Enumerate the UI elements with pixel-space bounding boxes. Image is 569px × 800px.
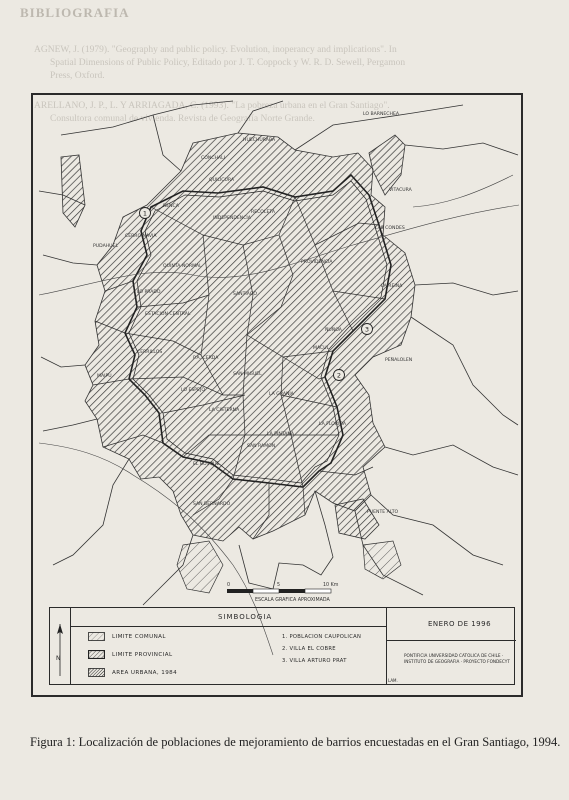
label-lo-espejo: LO ESPEJO — [181, 388, 205, 393]
label-el-bosque: EL BOSQUE — [193, 462, 220, 467]
label-santiago: SANTIAGO — [233, 292, 257, 297]
label-renca: RENCA — [163, 204, 179, 209]
label-conchali: CONCHALI — [201, 156, 225, 161]
label-maipu: MAIPU — [97, 374, 112, 379]
label-la-florida: LA FLORIDA — [319, 422, 347, 427]
scale-tick-0: 0 — [227, 583, 231, 588]
scale-bar — [227, 582, 339, 603]
ghost-line: Spatial Dimensions of Public Policy, Editado por J. T. Coppock y W. R. D. Sewell, Pergamon — [50, 58, 406, 68]
label-cerrillos: CERRILLOS — [137, 350, 163, 355]
poblacion-item-1: 1. POBLACION CAUPOLICAN — [282, 634, 362, 640]
legend-swatch-dense — [88, 668, 105, 677]
marker-3 — [362, 324, 373, 335]
urban-area-west — [61, 155, 85, 227]
label-la-cisterna: LA CISTERNA — [209, 408, 240, 413]
svg-text:1: 1 — [142, 209, 148, 218]
north-arrow-icon — [55, 622, 65, 678]
legend — [49, 607, 515, 685]
label-la-granja: LA GRANJA — [269, 392, 294, 397]
label-pudahuel: PUDAHUEL — [93, 244, 119, 249]
label-quilicura: QUILICURA — [209, 178, 234, 183]
urban-area-san-bernardo — [177, 541, 223, 593]
svg-text:3: 3 — [364, 325, 370, 334]
poblacion-item-3: 3. VILLA ARTURO PRAT — [282, 658, 347, 664]
label-pedro-aguirre-cerda: P.A. CERDA — [193, 356, 219, 361]
legend-institution: PONTIFICIA UNIVERSIDAD CATOLICA DE CHILE · INSTITUTO DE GEOGRAFIA · PROYECTO FONDECYT — [404, 653, 510, 664]
label-puente-alto: PUENTE ALTO — [367, 510, 399, 515]
label-cerro-navia: CERRO NAVIA — [125, 234, 157, 239]
label-independencia: INDEPENDENCIA — [213, 216, 251, 221]
label-san-miguel: SAN MIGUEL — [233, 372, 262, 377]
legend-swatch-light — [88, 632, 105, 641]
label-estacion-central: ESTACION CENTRAL — [145, 312, 191, 317]
label-recoleta: RECOLETA — [251, 210, 275, 215]
map-canvas — [33, 95, 521, 695]
label-lo-prado: LO PRADO — [137, 290, 161, 295]
svg-text:N: N — [56, 655, 61, 662]
scale-caption: ESCALA GRAFICA APROXIMADA — [255, 598, 330, 603]
label-nunoa: ÑUÑOA — [325, 328, 342, 333]
ghost-line: Press, Oxford. — [50, 71, 105, 81]
label-penalolen: PEÑALOLEN — [385, 358, 413, 363]
urban-area-northeast — [369, 135, 405, 195]
label-macul: MACUL — [313, 346, 330, 351]
ghost-line: ARELLANO, J. P., L. Y ARRIAGADA, C. (1993). "La pobreza urbana en el Gran Santiago". — [34, 101, 390, 111]
label-san-bernardo: SAN BERNARDO — [193, 502, 231, 507]
legend-swatch-medium — [88, 650, 105, 659]
legend-sheet-ref: LAM. — [388, 678, 398, 683]
legend-item-area-urbana: AREA URBANA, 1984 — [112, 670, 178, 676]
svg-text:2: 2 — [336, 371, 342, 380]
marker-1 — [140, 208, 151, 219]
label-san-ramon: SAN RAMON — [247, 444, 276, 449]
label-quinta-normal: QUINTA NORMAL — [163, 264, 202, 269]
legend-item-limite-provincial: LIMITE PROVINCIAL — [112, 652, 173, 658]
scale-tick-10: 10 Km — [323, 583, 339, 588]
label-las-condes: LAS CONDES — [375, 226, 405, 231]
legend-item-limite-comunal: LIMITE COMUNAL — [112, 634, 166, 640]
label-lo-barnechea: LO BARNECHEA — [363, 112, 400, 117]
ghost-heading: BIBLIOGRAFIA — [20, 5, 130, 20]
poblacion-item-2: 2. VILLA EL COBRE — [282, 646, 336, 652]
label-vitacura: VITACURA — [389, 188, 412, 193]
label-la-reina: LA REINA — [381, 284, 403, 289]
scale-tick-5: 5 — [277, 583, 281, 588]
label-la-pintana: LA PINTANA — [267, 432, 294, 437]
figure-caption: Figura 1: Localización de poblaciones de mejoramiento de barrios encuestadas en el Gran Santiago, 1994. — [30, 735, 561, 749]
legend-title: SIMBOLOGIA — [218, 613, 273, 621]
urban-area-puente-alto — [363, 541, 401, 579]
ghost-line: Consultora comunal de vivienda. Revista de Geografía Norte Grande. — [50, 114, 315, 124]
marker-2 — [334, 370, 345, 381]
legend-date: ENERO DE 1996 — [428, 620, 492, 628]
label-providencia: PROVIDENCIA — [301, 260, 333, 265]
label-huechuraba: HUECHURABA — [243, 138, 276, 143]
ghost-line: AGNEW, J. (1979). "Geography and public policy. Evolution, inoperancy and implications". In — [34, 45, 397, 55]
